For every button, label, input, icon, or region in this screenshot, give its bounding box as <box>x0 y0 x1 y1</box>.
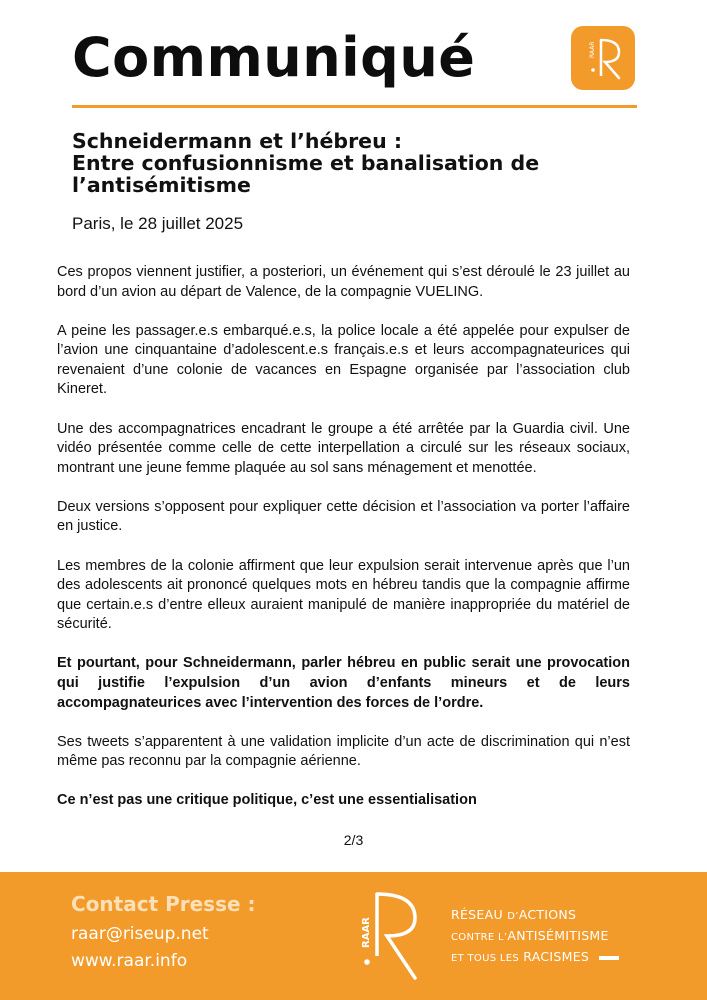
contact-website[interactable]: www.raar.info <box>71 951 188 971</box>
subtitle <box>72 130 632 196</box>
logo-text: RAAR <box>589 41 596 58</box>
org-line-3a: ET TOUS LES <box>451 953 519 964</box>
page-number: 2/3 <box>343 832 364 848</box>
org-name <box>451 905 651 968</box>
org-line-1c: ACTIONS <box>518 907 577 922</box>
paragraph: Ses tweets s’apparentent à une validation implicite d’un acte de discrimination qui n’est même pas reconnu par la compagnie aérienne. <box>57 733 630 770</box>
footer <box>0 872 707 1000</box>
org-line-2a: CONTRE L’ <box>451 932 508 943</box>
paragraph: Les membres de la colonie affirment que leur expulsion serait intervenue après que l’un des adolescents ait prononcé quelques mots en hébreu tandis que la compagnie affirme que certain.e.s d’entre elleux auraient manipulé de manière inappropriée du matériel de sécurité. <box>57 557 630 633</box>
paragraph: Une des accompagnatrices encadrant le groupe a été arrêtée par la Guardia civil. Une vidéo présentée comme celle de cette interpellation a circulé sur les réseaux sociaux, montrant une jeune femme plaquée au sol sans ménagement et menottée. <box>57 420 630 476</box>
footer-logo <box>357 886 427 986</box>
body-text <box>57 263 630 830</box>
org-bar <box>599 956 619 960</box>
raar-logo <box>571 26 635 90</box>
header-divider <box>72 105 637 108</box>
org-line-3b: RACISMES <box>523 949 590 964</box>
contact-email[interactable]: raar@riseup.net <box>71 924 209 944</box>
subtitle-line-2: Entre confusionnisme et banalisation de <box>72 151 540 175</box>
subtitle-line-1: Schneidermann et l’hébreu : <box>72 129 403 153</box>
org-line-2b: ANTISÉMITISME <box>507 928 609 943</box>
paragraph-bold: Et pourtant, pour Schneidermann, parler hébreu en public serait une provocation qui justifie l’expulsion d’un avion d’enfants mineurs et de leurs accompagnateurices avec l’intervention des forces de l’ordre. <box>57 655 630 711</box>
contact-title: Contact Presse : <box>71 892 256 916</box>
org-line-1b: D’ <box>507 911 519 922</box>
paragraph: Ces propos viennent justifier, a posteriori, un événement qui s’est déroulé le 23 juillet au bord d’un avion au départ de Valence, de la compagnie VUELING. <box>57 264 630 300</box>
footer-logo-text: RAAR <box>361 917 372 948</box>
page-title: Communiqué <box>72 26 476 89</box>
subtitle-line-3: l’antisémitisme <box>72 173 251 197</box>
paragraph-bold: Ce n’est pas une critique politique, c’est une essentialisation <box>57 792 477 809</box>
dateline: Paris, le 28 juillet 2025 <box>72 214 244 233</box>
paragraph: Deux versions s’opposent pour expliquer cette décision et l’association va porter l’affaire en justice. <box>57 498 630 535</box>
paragraph: A peine les passager.e.s embarqué.e.s, la police locale a été appelée pour expulser de l’avion une cinquantaine d’adolescent.e.s français.e.s et leurs accompagnateurices qui revenaient d’une colonie de vacances en Espagne organisée par l’association club Kineret. <box>57 322 630 398</box>
org-line-1a: RÉSEAU <box>451 907 503 922</box>
